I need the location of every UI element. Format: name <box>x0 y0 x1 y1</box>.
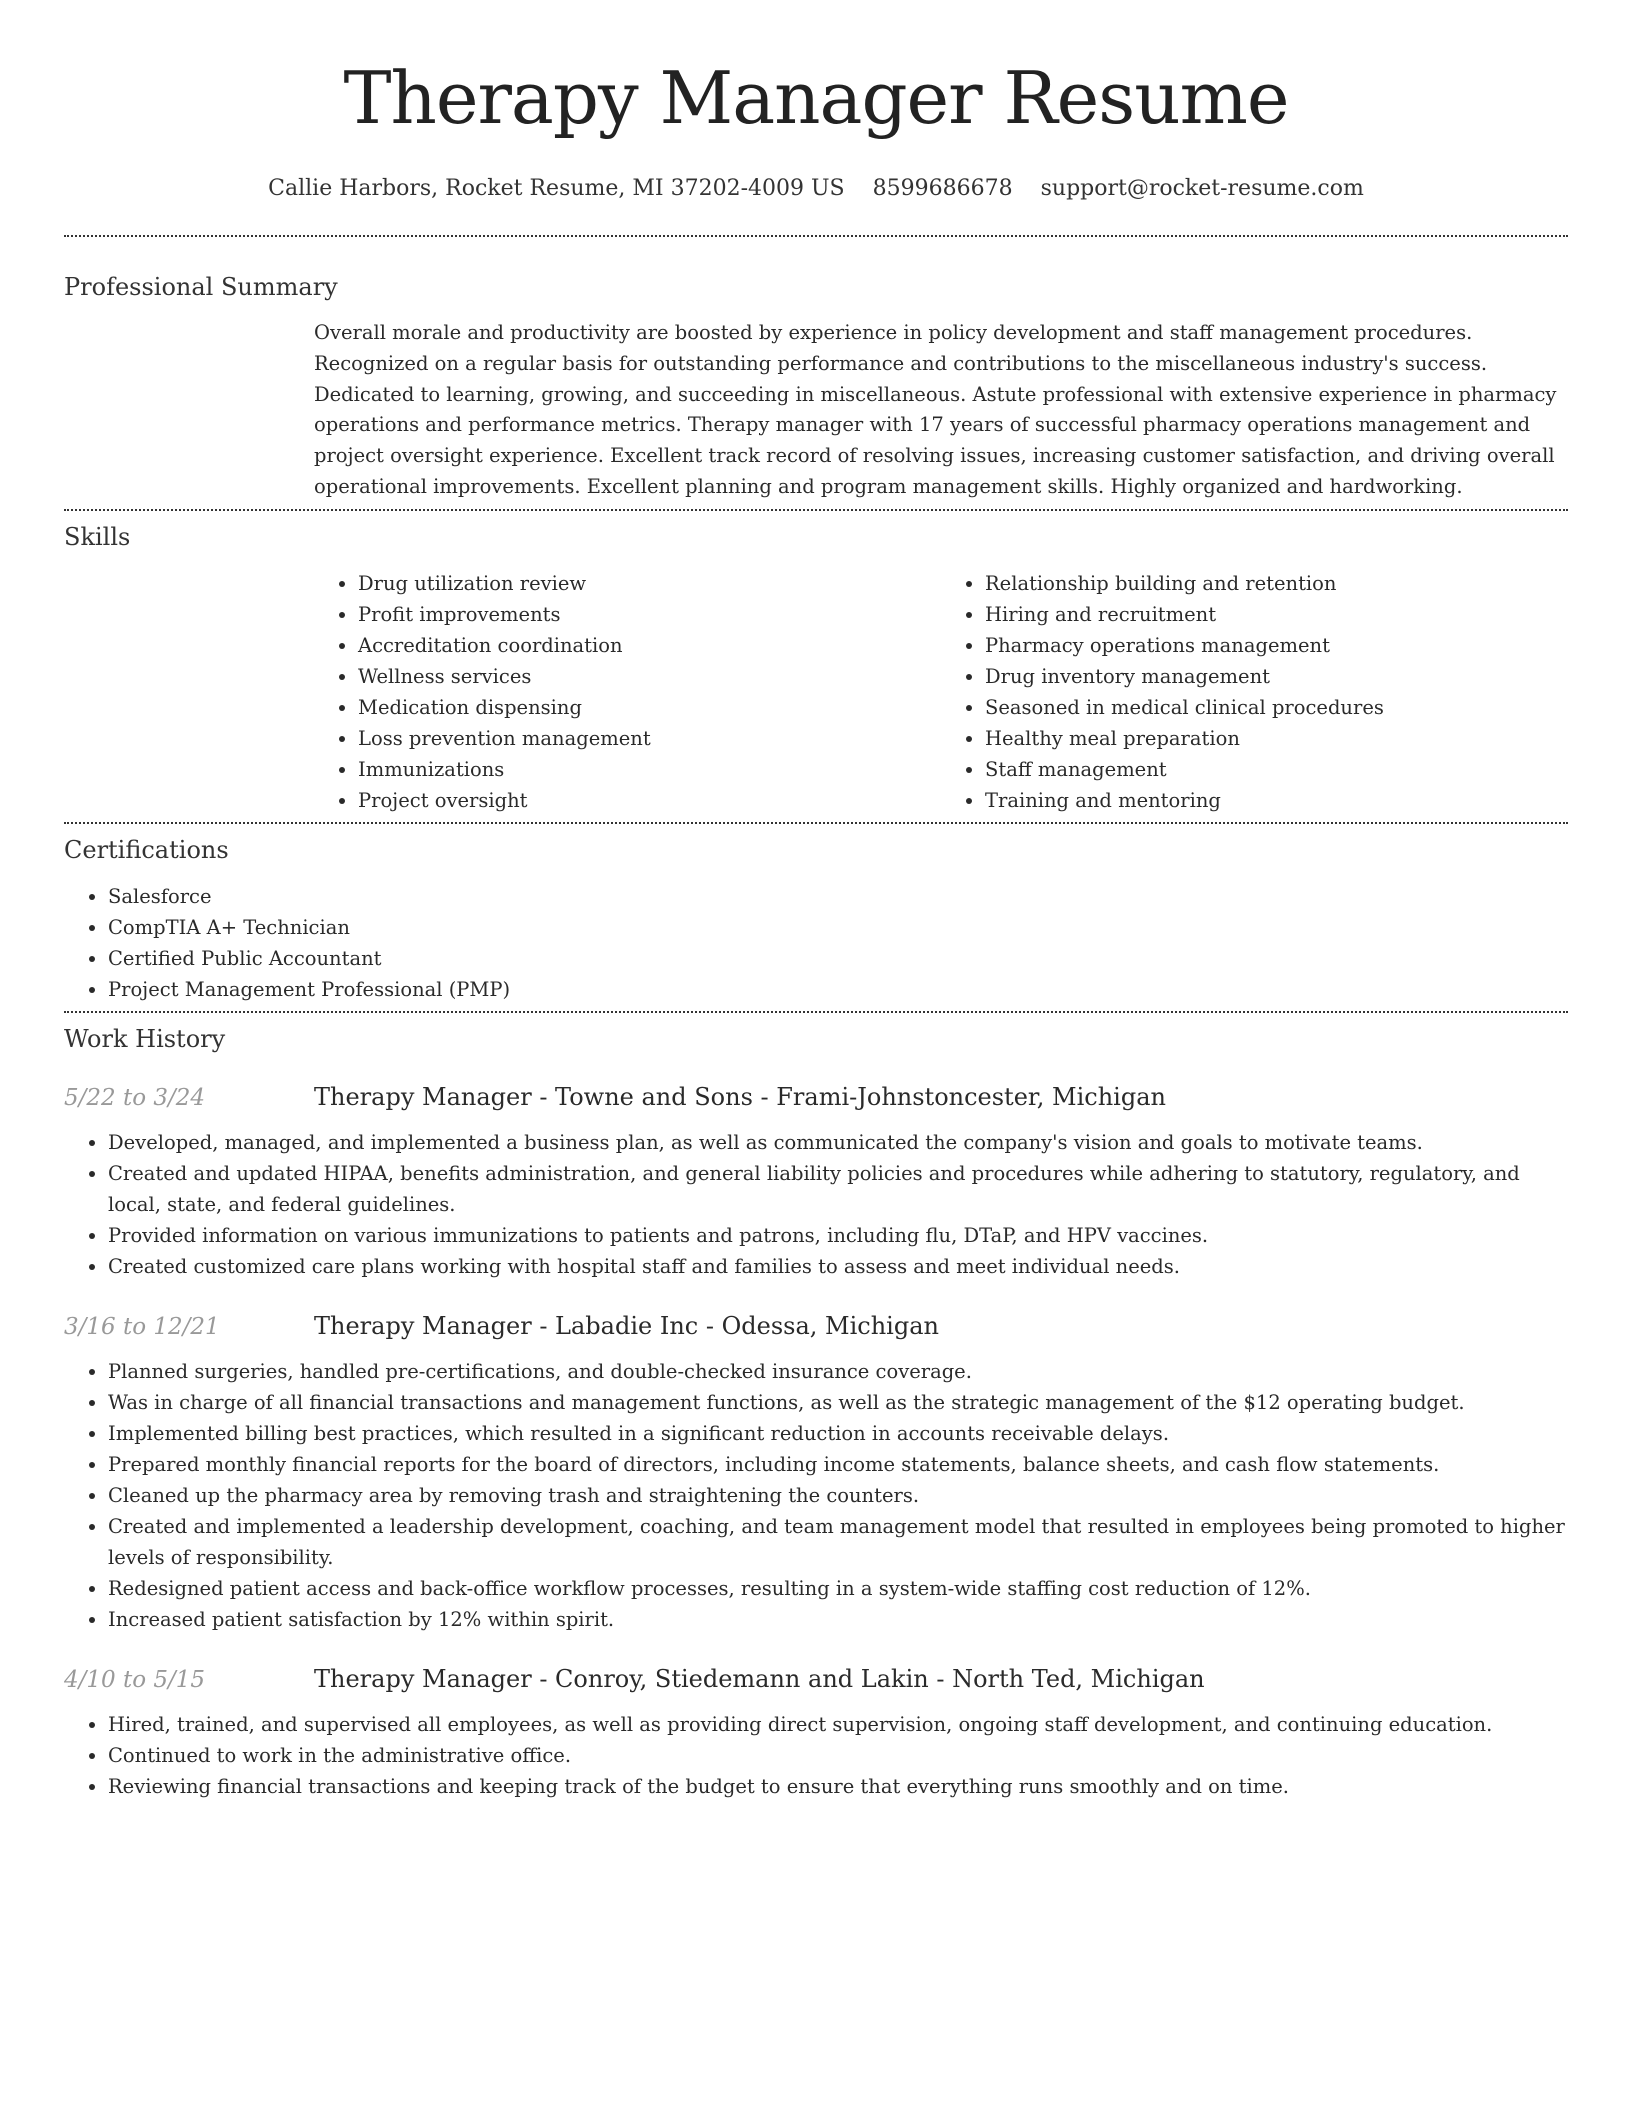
list-item: • Project oversight <box>358 785 941 816</box>
certifications-list <box>64 881 1568 1005</box>
list-item: • Continued to work in the administrative office. <box>108 1740 1568 1771</box>
resume-title: Therapy Manager Resume <box>343 56 1289 140</box>
skills-left-column <box>314 568 941 816</box>
list-item: • Prepared monthly financial reports for the board of directors, including income statements, balance sheets, and cash flow statements. <box>108 1449 1568 1480</box>
job-entry <box>64 1665 1568 1695</box>
job-dates: 3/16 to 12/21 <box>64 1313 220 1340</box>
list-item: • Relationship building and retention <box>985 568 1568 599</box>
list-item: • Created and updated HIPAA, benefits administration, and general liability policies and procedures while adhering to statutory, regulatory, and local, state, and federal guidelines. <box>108 1158 1568 1220</box>
contact-email: support@rocket-resume.com <box>1040 176 1364 201</box>
list-item: • Project Management Professional (PMP) <box>108 974 1568 1005</box>
list-item: • Provided information on various immunizations to patients and patrons, including flu, DTaP, and HPV vaccines. <box>108 1220 1568 1251</box>
list-item: • Wellness services <box>358 661 941 692</box>
skills-list <box>314 568 1568 816</box>
resume-page <box>64 0 1568 1802</box>
list-item: • Salesforce <box>108 881 1568 912</box>
job-entry <box>64 1083 1568 1113</box>
list-item: • Planned surgeries, handled pre-certifications, and double-checked insurance coverage. <box>108 1356 1568 1387</box>
job-title: Therapy Manager - Labadie Inc - Odessa, Michigan <box>314 1311 939 1340</box>
list-item: • Drug utilization review <box>358 568 941 599</box>
job-dates: 4/10 to 5/15 <box>64 1666 206 1693</box>
list-item: • Medication dispensing <box>358 692 941 723</box>
list-item: • Seasoned in medical clinical procedures <box>985 692 1568 723</box>
job-title: Therapy Manager - Towne and Sons - Frami-Johnstoncester, Michigan <box>314 1082 1166 1111</box>
certifications-heading: Certifications <box>64 835 229 864</box>
list-item: • Cleaned up the pharmacy area by removing trash and straightening the counters. <box>108 1480 1568 1511</box>
list-item: • Created customized care plans working with hospital staff and families to assess and meet individual needs. <box>108 1251 1568 1282</box>
list-item: • Implemented billing best practices, which resulted in a significant reduction in accounts receivable delays. <box>108 1418 1568 1449</box>
list-item: • Drug inventory management <box>985 661 1568 692</box>
list-item: • Hired, trained, and supervised all employees, as well as providing direct supervision, ongoing staff development, and continuing education. <box>108 1709 1568 1740</box>
list-item: • Certified Public Accountant <box>108 943 1568 974</box>
list-item: • Profit improvements <box>358 599 941 630</box>
contact-line <box>64 176 1568 206</box>
list-item: • Accreditation coordination <box>358 630 941 661</box>
list-item: • Staff management <box>985 754 1568 785</box>
list-item: • CompTIA A+ Technician <box>108 912 1568 943</box>
list-item: • Pharmacy operations management <box>985 630 1568 661</box>
job-dates: 5/22 to 3/24 <box>64 1084 206 1111</box>
job-bullets <box>64 1709 1568 1802</box>
skills-heading: Skills <box>64 522 131 551</box>
list-item: • Loss prevention management <box>358 723 941 754</box>
job-entry <box>64 1312 1568 1342</box>
contact-address: Callie Harbors, Rocket Resume, MI 37202-4009 US <box>268 176 845 201</box>
work-history-heading: Work History <box>64 1024 226 1053</box>
job-bullets <box>64 1127 1568 1282</box>
summary-text: Overall morale and productivity are boosted by experience in policy development and staff management procedures. Recognized on a regular basis for outstanding performance and contributions to the miscellaneous industry's success. Dedicated to learning, growing, and succeeding in miscellaneous. Astute professional with extensive experience in pharmacy operations and performance metrics. Therapy manager with 17 years of successful pharmacy operations management and project oversight experience. Excellent track record of resolving issues, increasing customer satisfaction, and driving overall operational improvements. Excellent planning and program management skills. Highly organized and hardworking. <box>314 321 1557 498</box>
list-item: • Increased patient satisfaction by 12% within spirit. <box>108 1604 1568 1635</box>
list-item: • Healthy meal preparation <box>985 723 1568 754</box>
skills-right-column <box>941 568 1568 816</box>
list-item: • Developed, managed, and implemented a business plan, as well as communicated the company's vision and goals to motivate teams. <box>108 1127 1568 1158</box>
list-item: • Reviewing financial transactions and keeping track of the budget to ensure that everything runs smoothly and on time. <box>108 1771 1568 1802</box>
job-bullets <box>64 1356 1568 1635</box>
list-item: • Was in charge of all financial transactions and management functions, as well as the strategic management of the $12 operating budget. <box>108 1387 1568 1418</box>
summary-heading: Professional Summary <box>64 273 338 301</box>
list-item: • Redesigned patient access and back-office workflow processes, resulting in a system-wide staffing cost reduction of 12%. <box>108 1573 1568 1604</box>
list-item: • Hiring and recruitment <box>985 599 1568 630</box>
list-item: • Training and mentoring <box>985 785 1568 816</box>
job-title: Therapy Manager - Conroy, Stiedemann and Lakin - North Ted, Michigan <box>314 1664 1205 1693</box>
list-item: • Created and implemented a leadership development, coaching, and team management model that resulted in employees being promoted to higher levels of responsibility. <box>108 1511 1568 1573</box>
contact-phone: 8599686678 <box>872 176 1013 201</box>
list-item: • Immunizations <box>358 754 941 785</box>
